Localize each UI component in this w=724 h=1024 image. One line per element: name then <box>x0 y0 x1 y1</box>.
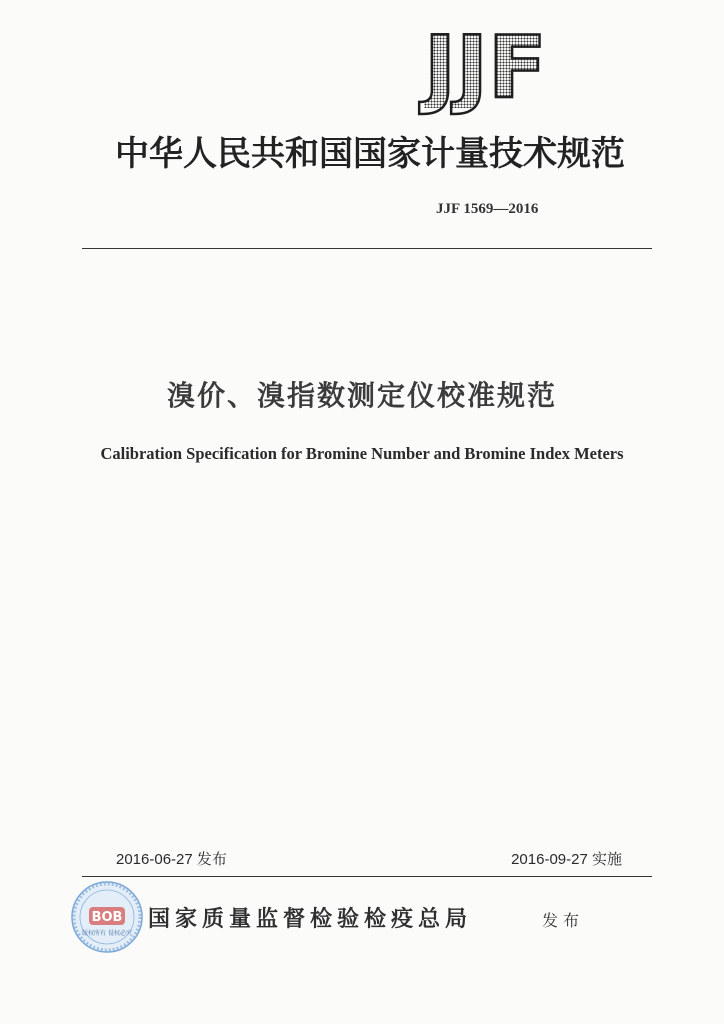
bottom-divider <box>82 876 652 877</box>
publisher-name: 国家质量监督检验检疫总局 <box>148 907 473 932</box>
jjf-logo-text: JJF <box>424 28 610 108</box>
top-divider <box>82 248 652 249</box>
seal-center-text: BOB <box>91 910 123 925</box>
publisher-suffix: 发布 <box>542 911 585 930</box>
standard-title: 中华人民共和国国家计量技术规范 <box>115 134 625 174</box>
issue-date: 2016-06-27 发布 <box>116 851 227 868</box>
document-title-chinese: 溴价、溴指数测定仪校准规范 <box>166 379 557 412</box>
standard-code: JJF 1569—2016 <box>436 201 539 217</box>
jjf-logo <box>424 18 610 118</box>
document-title-english: Calibration Specification for Bromine Number and Bromine Index Meters <box>100 444 624 463</box>
seal-lower-text: 版权所有 侵权必究 <box>82 930 132 937</box>
publisher-seal-icon <box>70 880 144 954</box>
implementation-date: 2016-09-27 实施 <box>511 851 622 868</box>
